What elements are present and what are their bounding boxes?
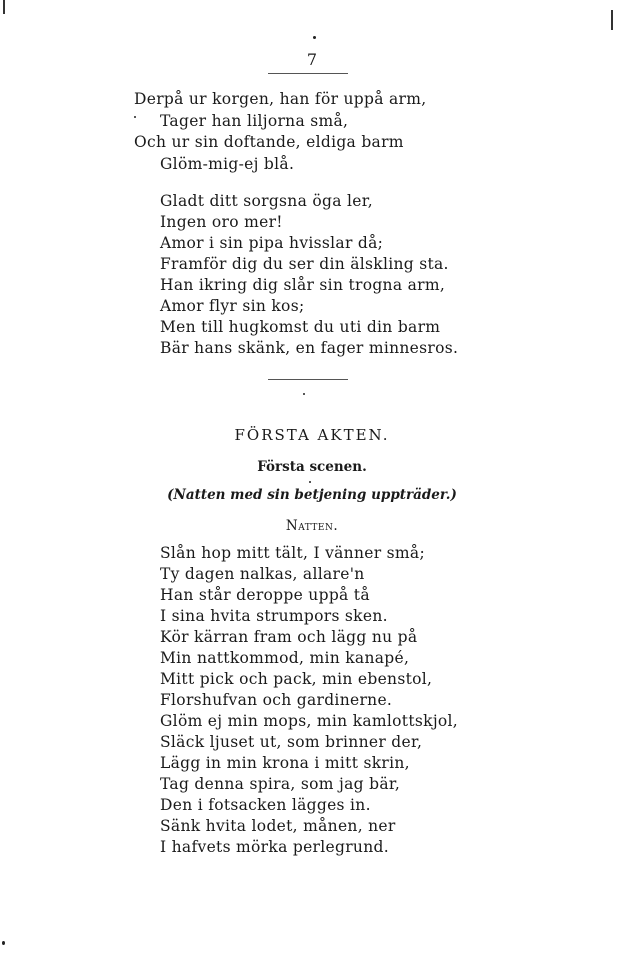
verse-line: Tager han liljorna små, <box>160 112 349 130</box>
page-number: 7 <box>306 50 318 69</box>
scan-speck <box>303 393 305 395</box>
verse-line: Ty dagen nalkas, allare'n <box>160 565 365 583</box>
scan-speck <box>2 941 5 945</box>
verse-line: Gladt ditt sorgsna öga ler, <box>160 192 373 210</box>
scan-edge-mark <box>611 10 613 30</box>
verse-line: Tag denna spira, som jag bär, <box>160 775 401 793</box>
verse-line: I hafvets mörka perlegrund. <box>160 838 389 856</box>
verse-line: Bär hans skänk, en fager minnesros. <box>160 339 459 357</box>
verse-line: Framför dig du ser din älskling sta. <box>160 255 449 273</box>
verse-line: Mitt pick och pack, min ebenstol, <box>160 670 433 688</box>
verse-line: Den i fotsacken lägges in. <box>160 796 371 814</box>
verse-line: I sina hvita strumpors sken. <box>160 607 388 625</box>
verse-line: Glöm-mig-ej blå. <box>160 155 295 173</box>
verse-line: Florshufvan och gardinerne. <box>160 691 393 709</box>
verse-line: Amor flyr sin kos; <box>160 297 305 315</box>
speaker-name: Natten. <box>285 518 339 534</box>
verse-line: Kör kärran fram och lägg nu på <box>160 628 418 646</box>
verse-line: Han står deroppe uppå tå <box>160 586 370 604</box>
stage-direction: (Natten med sin betjening uppträder.) <box>167 487 457 503</box>
verse-line: Amor i sin pipa hvisslar då; <box>160 234 384 252</box>
act-title: FÖRSTA AKTEN. <box>234 426 390 444</box>
verse-line: Ingen oro mer! <box>160 213 283 231</box>
verse-line: Sänk hvita lodet, månen, ner <box>160 817 396 835</box>
scan-speck <box>134 116 136 118</box>
verse-line: Han ikring dig slår sin trogna arm, <box>160 276 446 294</box>
verse-line: Lägg in min krona i mitt skrin, <box>160 754 410 772</box>
scan-speck <box>313 36 316 39</box>
verse-line: Släck ljuset ut, som brinner der, <box>160 733 423 751</box>
section-divider <box>268 379 348 380</box>
scan-speck <box>309 481 311 483</box>
scan-edge-mark <box>3 0 5 14</box>
verse-line: Glöm ej min mops, min kamlottskjol, <box>160 712 459 730</box>
verse-line: Och ur sin doftande, eldiga barm <box>134 133 404 151</box>
verse-line: Slån hop mitt tält, I vänner små; <box>160 544 425 562</box>
verse-line: Men till hugkomst du uti din barm <box>160 318 441 336</box>
header-rule <box>268 73 348 74</box>
scene-title: Första scenen. <box>257 459 367 475</box>
verse-line: Min nattkommod, min kanapé, <box>160 649 410 667</box>
verse-line: Derpå ur korgen, han för uppå arm, <box>134 90 427 108</box>
